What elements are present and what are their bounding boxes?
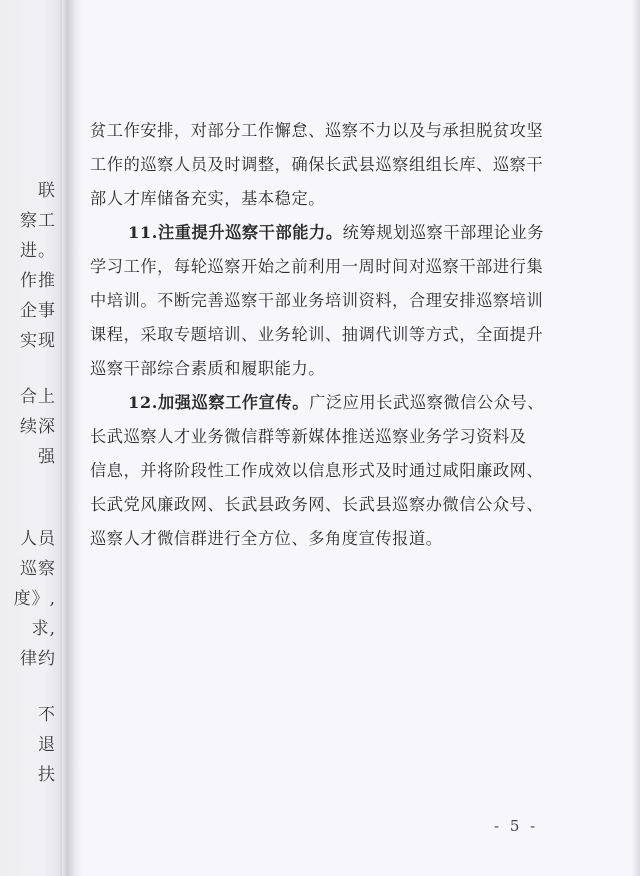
page-number: - 5 -: [494, 817, 539, 835]
facing-page-text: 进。: [20, 241, 56, 261]
body-line: 巡察干部综合素质和履职能力。: [90, 359, 326, 378]
facing-page-edge: [0, 0, 62, 876]
facing-page-text: 巡察: [20, 559, 56, 579]
facing-page-text: 求,: [31, 619, 56, 639]
facing-page-text: 度》,: [13, 589, 56, 609]
facing-page-text: 扶: [38, 765, 56, 785]
facing-page-text: 联: [38, 181, 56, 201]
facing-page-text: 察工: [20, 211, 56, 231]
facing-page-text: 企事: [20, 301, 56, 321]
facing-page-text: 续深: [20, 417, 56, 437]
body-line: 信息，并将阶段性工作成效以信息形式及时通过咸阳廉政网、: [90, 461, 544, 480]
body-line: 长武巡察人才业务微信群等新媒体推送巡察业务学习资料及: [90, 427, 527, 446]
paragraph-11-heading: 11.注重提升巡察干部能力。: [128, 223, 343, 242]
facing-page-text: 人员: [20, 529, 56, 549]
binding-shadow: [58, 0, 82, 876]
body-line: 长武党风廉政网、长武县政务网、长武县巡察办微信公众号、: [90, 495, 544, 514]
body-line: 工作的巡察人员及时调整，确保长武县巡察组组长库、巡察干: [90, 155, 544, 174]
page-edge-shadow: [632, 0, 640, 876]
body-line: 贫工作安排，对部分工作懈怠、巡察不力以及与承担脱贫攻坚: [90, 121, 544, 140]
paragraph-12-heading: 12.加强巡察工作宣传。: [128, 393, 310, 412]
body-line: 中培训。不断完善巡察干部业务培训资料，合理安排巡察培训: [90, 291, 544, 310]
facing-page-text: 合上: [20, 387, 56, 407]
facing-page-text: 律约: [20, 649, 56, 669]
body-line: 巡察人才微信群进行全方位、多角度宣传报道。: [90, 529, 443, 548]
body-line: 部人才库储备充实，基本稳定。: [90, 189, 326, 208]
paragraph-11-first-line: [128, 218, 544, 248]
paragraph-11-text: 统筹规划巡察干部理论业务: [342, 223, 545, 242]
facing-page-text: 作推: [20, 271, 56, 291]
facing-page-text: 实现: [20, 331, 56, 351]
paragraph-12-text: 广泛应用长武巡察微信公众号、: [309, 393, 545, 412]
paragraph-12-first-line: [128, 388, 544, 418]
facing-page-text: 退: [38, 735, 56, 755]
body-line: 课程，采取专题培训、业务轮训、抽调代训等方式，全面提升: [90, 325, 544, 344]
facing-page-text: 不: [38, 705, 56, 725]
body-line: 学习工作，每轮巡察开始之前利用一周时间对巡察干部进行集: [90, 257, 544, 276]
facing-page-text: 强: [38, 447, 56, 467]
